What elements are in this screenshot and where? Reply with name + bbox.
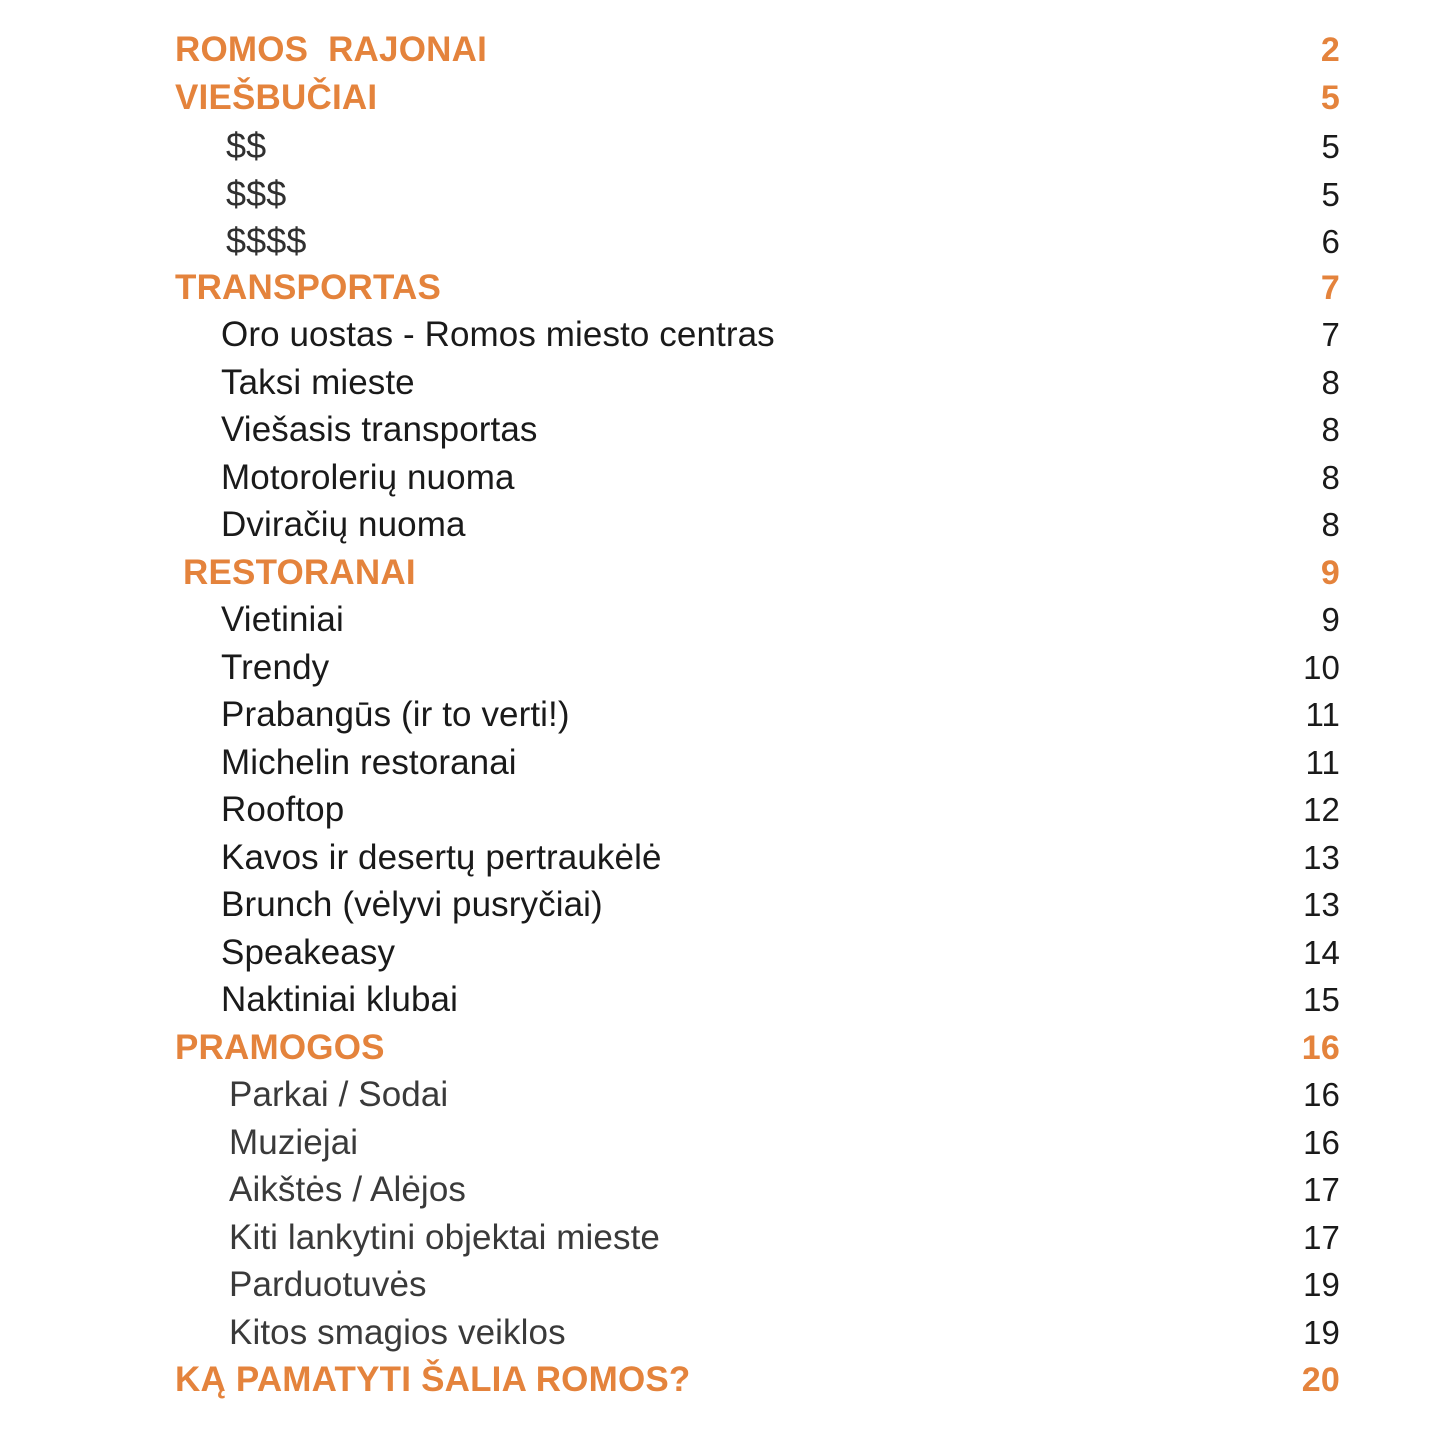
toc-page-number: 5	[1321, 128, 1340, 165]
toc-section-label: RESTORANAI	[183, 552, 416, 592]
toc-page-number: 5	[1321, 175, 1340, 213]
toc-page-number: 6	[1321, 223, 1340, 260]
toc-entry-row[interactable]	[0, 885, 1340, 933]
toc-entry-row[interactable]	[0, 363, 1340, 411]
toc-entry-label: Viešasis transportas	[221, 410, 538, 449]
toc-entry-row[interactable]	[0, 648, 1340, 696]
toc-section-label: KĄ PAMATYTI ŠALIA ROMOS?	[175, 1360, 691, 1399]
toc-section-label: PRAMOGOS	[175, 1027, 385, 1067]
toc-entry-row[interactable]	[0, 1123, 1340, 1171]
toc-page-number: 7	[1321, 316, 1340, 353]
toc-entry-label: Kavos ir desertų pertraukėlė	[221, 837, 662, 877]
toc-section-row[interactable]	[0, 1028, 1340, 1076]
toc-page-number: 20	[1301, 1361, 1340, 1399]
toc-page-number: 16	[1303, 1123, 1340, 1161]
toc-section-label: ROMOS RAJONAI	[175, 30, 487, 69]
toc-page-number: 16	[1303, 1076, 1340, 1113]
toc-entry-label: Aikštės / Alėjos	[229, 1170, 466, 1209]
toc-page-number: 14	[1303, 933, 1340, 971]
toc-page-number: 5	[1320, 78, 1340, 117]
toc-entry-row[interactable]	[0, 173, 1340, 221]
toc-entry-label: Speakeasy	[221, 932, 396, 972]
toc-page-number: 13	[1303, 838, 1340, 876]
toc-entry-label: Trendy	[221, 647, 330, 687]
toc-entry-row[interactable]	[0, 980, 1340, 1028]
toc-section-row[interactable]	[0, 268, 1340, 316]
toc-section-row[interactable]	[0, 30, 1340, 78]
toc-entry-row[interactable]	[0, 458, 1340, 506]
toc-entry-label: $$$$	[226, 220, 307, 261]
toc-entry-row[interactable]	[0, 838, 1340, 886]
toc-entry-row[interactable]	[0, 410, 1340, 458]
toc-page-number: 17	[1303, 1171, 1340, 1208]
toc-entry-row[interactable]	[0, 505, 1340, 553]
toc-page-number: 7	[1320, 268, 1340, 307]
toc-entry-row[interactable]	[0, 125, 1340, 173]
toc-entry-label: Vietiniai	[221, 600, 344, 639]
toc-entry-label: Oro uostas - Romos miesto centras	[221, 315, 775, 354]
toc-page-number: 8	[1321, 411, 1340, 448]
toc-entry-row[interactable]	[0, 1313, 1340, 1361]
toc-page-number: 11	[1305, 743, 1340, 781]
toc-entry-label: Prabangūs (ir to verti!)	[221, 695, 570, 734]
toc-entry-label: Motorolerių nuoma	[221, 457, 515, 497]
toc-page-number: 8	[1321, 506, 1340, 543]
toc-page-number: 15	[1303, 981, 1340, 1018]
toc-entry-row[interactable]	[0, 1265, 1340, 1313]
toc-page-number: 9	[1320, 553, 1340, 592]
toc-entry-row[interactable]	[0, 933, 1340, 981]
toc-page-number: 2	[1320, 31, 1340, 69]
toc-entry-label: Kitos smagios veiklos	[229, 1312, 566, 1352]
toc-entry-label: Brunch (vėlyvi pusryčiai)	[221, 885, 603, 924]
toc-entry-row[interactable]	[0, 1075, 1340, 1123]
toc-entry-label: Muziejai	[229, 1122, 359, 1162]
toc-entry-label: Parkai / Sodai	[229, 1075, 449, 1114]
toc-page-number: 11	[1305, 696, 1340, 733]
toc-page-number: 8	[1321, 363, 1340, 401]
toc-entry-label: Taksi mieste	[221, 362, 415, 402]
toc-page-number: 19	[1303, 1266, 1340, 1303]
toc-section-row[interactable]	[0, 78, 1340, 126]
toc-entry-label: $$$	[226, 172, 287, 214]
toc-section-label: VIEŠBUČIAI	[175, 77, 378, 117]
toc-entry-row[interactable]	[0, 315, 1340, 363]
toc-section-row[interactable]	[0, 553, 1340, 601]
toc-entry-label: Rooftop	[221, 790, 345, 829]
toc-page-number: 19	[1303, 1313, 1340, 1351]
toc-section-row[interactable]	[0, 1360, 1340, 1408]
toc-page-number: 12	[1303, 791, 1340, 828]
toc-page-number: 16	[1301, 1028, 1340, 1067]
toc-entry-row[interactable]	[0, 600, 1340, 648]
toc-entry-label: Dviračių nuoma	[221, 505, 466, 544]
toc-entry-label: Parduotuvės	[229, 1265, 427, 1304]
toc-section-label: TRANSPORTAS	[175, 267, 441, 307]
toc-entry-row[interactable]	[0, 790, 1340, 838]
toc-page-number: 17	[1303, 1218, 1340, 1256]
toc-entry-row[interactable]	[0, 220, 1340, 268]
toc-page-number: 10	[1303, 648, 1340, 686]
toc-entry-row[interactable]	[0, 695, 1340, 743]
toc-entry-label: Kiti lankytini objektai mieste	[229, 1217, 660, 1257]
toc-entry-row[interactable]	[0, 1218, 1340, 1266]
toc-page-number: 8	[1321, 458, 1340, 496]
toc-entry-row[interactable]	[0, 743, 1340, 791]
toc-page-number: 9	[1321, 601, 1340, 638]
toc-page-number: 13	[1303, 886, 1340, 923]
toc-entry-label: Naktiniai klubai	[221, 980, 458, 1019]
toc-entry-label: $$	[226, 125, 267, 166]
toc-entry-label: Michelin restoranai	[221, 742, 517, 782]
toc-entry-row[interactable]	[0, 1170, 1340, 1218]
